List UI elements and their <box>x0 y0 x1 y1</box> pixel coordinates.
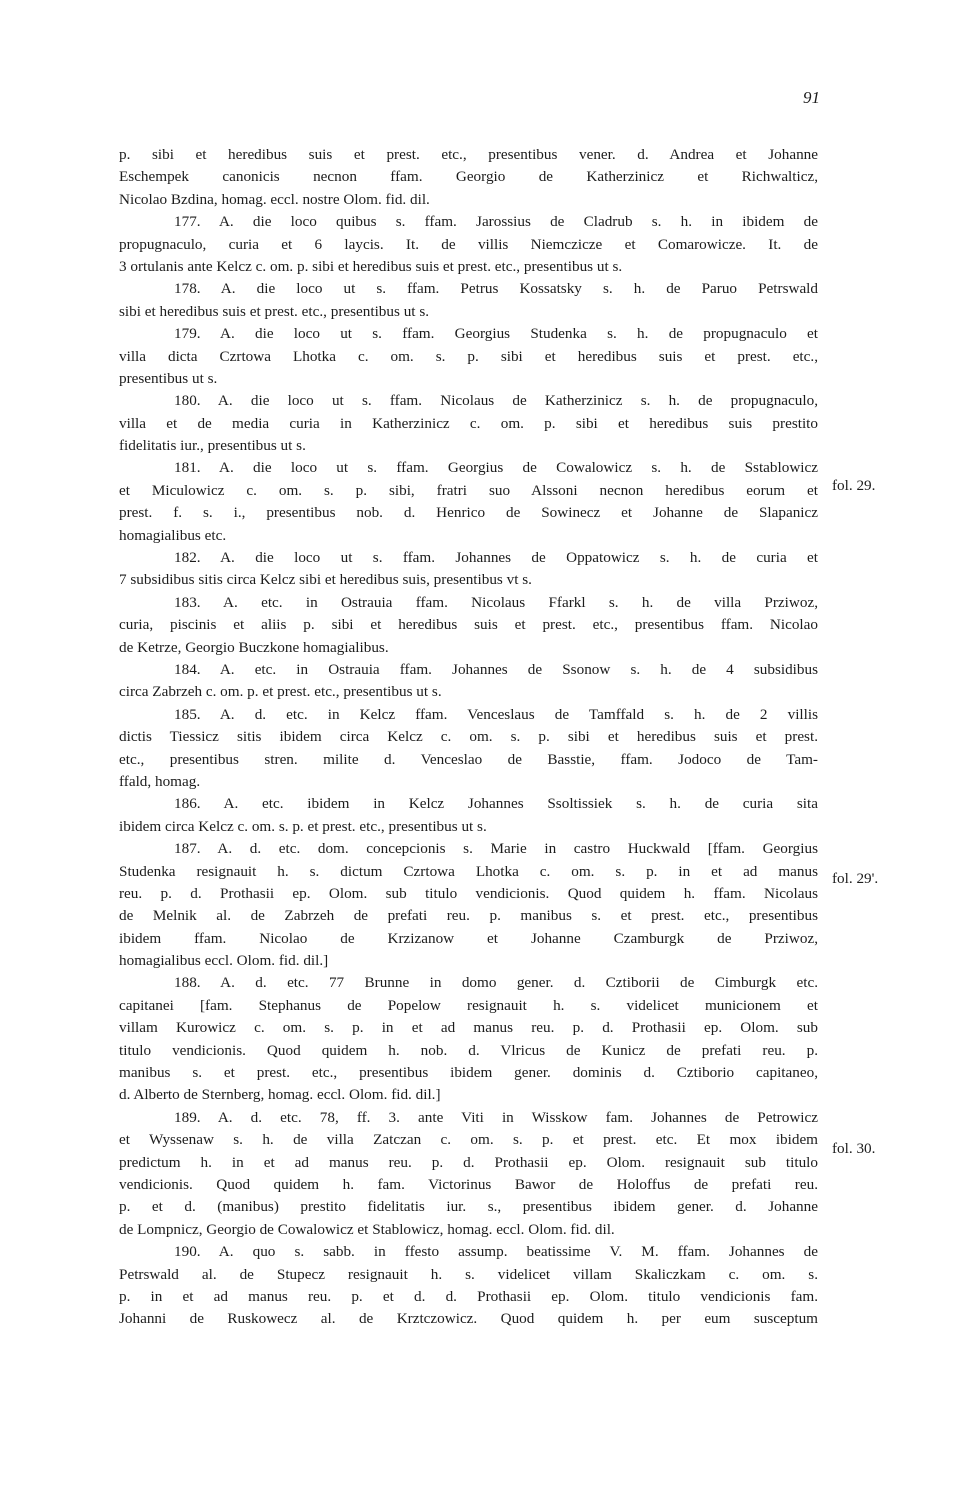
text-line: ffald, homag. <box>119 772 201 790</box>
text-line: Petrswald al. de Stupecz resignauit h. s. videlicet villam Skaliczkam c. om. s. <box>119 1265 818 1283</box>
text-line: ibidem circa Kelcz c. om. s. p. et prest. etc., presentibus ut s. <box>119 817 487 835</box>
text-line: dictis Tiessicz sitis ibidem circa Kelcz c. om. s. p. sibi et heredibus suis et prest. <box>119 728 818 746</box>
text-line: de Lompnicz, Georgio de Cowalowicz et Stablowicz, homag. eccl. Olom. fid. dil. <box>119 1220 615 1238</box>
text-line: homagialibus eccl. Olom. fid. dil.] <box>119 952 329 970</box>
text-line: 183. A. etc. in Ostrauia ffam. Nicolaus Ffarkl s. h. de villa Prziwoz, <box>174 593 818 611</box>
text-line: et Wyssenaw s. h. de villa Zatczan c. om. s. p. et prest. etc. Et mox ibidem <box>119 1131 818 1149</box>
text-line: p. in et ad manus reu. p. et d. d. Prothasii ep. Olom. titulo vendicionis fam. <box>119 1287 818 1305</box>
text-line: 7 subsidibus sitis circa Kelcz sibi et heredibus suis, presentibus vt s. <box>119 571 532 589</box>
text-line: propugnaculo, curia et 6 laycis. It. de villis Niemczicze et Comarowicze. It. de <box>119 235 818 253</box>
text-line: villam Kurowicz c. om. s. p. in et ad manus reu. p. d. Prothasii ep. Olom. sub <box>119 1019 818 1037</box>
text-line: 180. A. die loco ut s. ffam. Nicolaus de Katherzinicz s. h. de propugnaculo, <box>174 392 818 410</box>
text-line: 188. A. d. etc. 77 Brunne in domo gener. d. Cztiborii de Cimburgk etc. <box>174 974 818 992</box>
text-line: 187. A. d. etc. dom. concepcionis s. Marie in castro Huckwald [ffam. Georgius <box>174 840 818 858</box>
text-line: 181. A. die loco ut s. ffam. Georgius de Cowalowicz s. h. de Sstablowicz <box>174 459 818 477</box>
text-line: prest. f. s. i., presentibus nob. d. Henrico de Sowinecz et Johanne de Slapanicz <box>119 504 818 522</box>
page-number: 91 <box>803 88 820 107</box>
document-body <box>119 144 818 1331</box>
text-line: 184. A. etc. in Ostrauia ffam. Johannes de Ssonow s. h. de 4 subsidibus <box>174 660 818 678</box>
text-line: fidelitatis iur., presentibus ut s. <box>119 437 306 455</box>
text-line: villa et de media curia in Katherzinicz c. om. p. sibi et heredibus suis prestito <box>119 414 818 432</box>
text-line: de Melnik al. de Zabrzeh de prefati reu. p. manibus s. et prest. etc., presentibus <box>119 907 818 925</box>
text-line: 190. A. quo s. sabb. in ffesto assump. beatissime V. M. ffam. Johannes de <box>174 1243 818 1261</box>
text-line: 177. A. die loco quibus s. ffam. Jarossius de Cladrub s. h. in ibidem de <box>174 213 818 231</box>
text-line: de Ketrze, Georgio Buczkone homagialibus. <box>119 638 389 656</box>
text-line: presentibus ut s. <box>119 369 218 387</box>
text-line: manibus s. et prest. etc., presentibus ibidem gener. dominis d. Cztiborio capitaneo, <box>119 1064 818 1082</box>
margin-note-folio: fol. 30. <box>832 1140 876 1157</box>
text-line: 178. A. die loco ut s. ffam. Petrus Kossatsky s. h. de Paruo Petrswald <box>174 280 818 298</box>
text-line: Nicolao Bzdina, homag. eccl. nostre Olom. fid. dil. <box>119 190 430 208</box>
text-line: p. sibi et heredibus suis et prest. etc., presentibus vener. d. Andrea et Johanne <box>119 146 818 163</box>
text-line: homagialibus etc. <box>119 526 227 544</box>
text-line: Studenka resignauit h. s. dictum Czrtowa Lhotka c. om. s. p. in et ad manus <box>119 862 818 880</box>
text-line: ibidem ffam. Nicolao de Krzizanow et Johanne Czamburgk de Prziwoz, <box>119 929 818 947</box>
margin-note-folio: fol. 29. <box>832 477 876 494</box>
text-line: Eschempek canonicis necnon ffam. Georgio de Katherzinicz et Richwalticz, <box>119 168 818 186</box>
text-line: Johanni de Ruskowecz al. de Krztczowicz. Quod quidem h. per eum susceptum <box>119 1310 818 1328</box>
text-line: p. et d. (manibus) prestito fidelitatis iur. s., presentibus ibidem gener. d. Johanne <box>119 1198 818 1216</box>
text-line: 189. A. d. etc. 78, ff. 3. ante Viti in Wisskow fam. Johannes de Petrowicz <box>174 1108 818 1126</box>
margin-note-folio: fol. 29'. <box>832 870 879 887</box>
text-line: et Miculowicz c. om. s. p. sibi, fratri suo Alssoni necnon heredibus eorum et <box>119 481 818 499</box>
text-line: circa Zabrzeh c. om. p. et prest. etc., presentibus ut s. <box>119 683 442 701</box>
text-line: sibi et heredibus suis et prest. etc., presentibus ut s. <box>119 302 430 320</box>
text-line: reu. p. d. Prothasii ep. Olom. sub titulo vendicionis. Quod quidem h. ffam. Nicolaus <box>119 884 818 902</box>
text-line: titulo vendicionis. Quod quidem h. nob. d. Vlricus de Kunicz de prefati reu. p. <box>119 1041 818 1059</box>
text-line: villa dicta Czrtowa Lhotka c. om. s. p. sibi et heredibus suis et prest. etc., <box>119 347 818 365</box>
text-line: curia, piscinis et aliis p. sibi et heredibus suis et prest. etc., presentibus ffam. Nicolao <box>119 616 818 634</box>
text-line: vendicionis. Quod quidem h. fam. Victorinus Bawor de Holoffus de prefati reu. <box>119 1175 818 1193</box>
text-line: etc., presentibus stren. milite d. Venceslao de Basstie, ffam. Jodoco de Tam- <box>119 750 818 768</box>
text-line: capitanei [fam. Stephanus de Popelow resignauit h. s. videlicet municionem et <box>119 996 818 1014</box>
text-line: d. Alberto de Sternberg, homag. eccl. Olom. fid. dil.] <box>119 1086 441 1104</box>
text-line: predictum h. in et ad manus reu. p. d. Prothasii ep. Olom. resignauit sub titulo <box>119 1153 818 1171</box>
text-line: 185. A. d. etc. in Kelcz ffam. Venceslaus de Tamffald s. h. de 2 villis <box>174 705 818 723</box>
text-line: 182. A. die loco ut s. ffam. Johannes de Oppatowicz s. h. de curia et <box>174 549 818 567</box>
text-line: 186. A. etc. ibidem in Kelcz Johannes Ssoltissiek s. h. de curia sita <box>174 795 818 813</box>
text-line: 3 ortulanis ante Kelcz c. om. p. sibi et heredibus suis et prest. etc., presentibus ut s. <box>119 257 623 275</box>
text-line: 179. A. die loco ut s. ffam. Georgius Studenka s. h. de propugnaculo et <box>174 325 818 343</box>
